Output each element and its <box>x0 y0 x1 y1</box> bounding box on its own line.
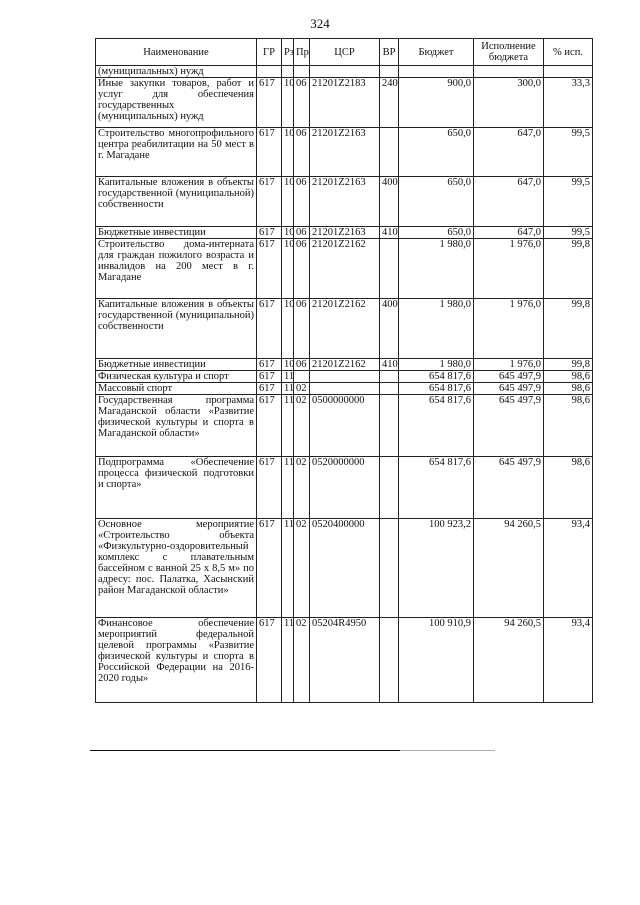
vr-cell: 410 <box>380 359 399 371</box>
budget-cell: 1 980,0 <box>399 359 474 371</box>
header-gr: ГР <box>257 39 282 66</box>
name-cell: Строительство дома-интерната для граждан пожилого возраста и инвалидов на 200 мест в г. Магадане <box>96 239 257 299</box>
table-row <box>96 177 593 227</box>
budget-table <box>95 38 593 703</box>
name-cell: Бюджетные инвестиции <box>96 359 257 371</box>
gr-cell <box>257 66 282 78</box>
vr-cell: 410 <box>380 227 399 239</box>
percent-cell: 99,5 <box>544 177 593 227</box>
name-cell: Основное мероприятие «Строительство объекта «Физкультурно-оздоровительный комплекс с плавательным бассейном с ванной 25 х 8,5 м» по адресу: пос. Палатка, Хасынский район Магаданской области» <box>96 519 257 618</box>
name-cell: Иные закупки товаров, работ и услуг для обеспечения государственных (муниципальных) нужд <box>96 78 257 128</box>
vr-cell <box>380 457 399 519</box>
rz-cell: 11 <box>282 383 294 395</box>
table-row <box>96 359 593 371</box>
vr-cell <box>380 371 399 383</box>
rz-cell: 10 <box>282 239 294 299</box>
pr-cell: 06 <box>294 78 310 128</box>
pr-cell: 06 <box>294 359 310 371</box>
csr-cell: 21201Z2162 <box>310 359 380 371</box>
csr-cell: 0520400000 <box>310 519 380 618</box>
rz-cell: 10 <box>282 78 294 128</box>
pr-cell <box>294 371 310 383</box>
header-name: Наименование <box>96 39 257 66</box>
rz-cell: 11 <box>282 618 294 703</box>
pr-cell: 06 <box>294 239 310 299</box>
name-cell: Государственная программа Магаданской области «Развитие физической культуры и спорта в Магаданской области» <box>96 395 257 457</box>
execution-cell <box>474 66 544 78</box>
execution-cell: 1 976,0 <box>474 359 544 371</box>
vr-cell <box>380 383 399 395</box>
budget-cell: 654 817,6 <box>399 457 474 519</box>
budget-cell: 900,0 <box>399 78 474 128</box>
budget-cell: 650,0 <box>399 128 474 177</box>
name-cell: Капитальные вложения в объекты государственной (муниципальной) собственности <box>96 299 257 359</box>
budget-cell: 100 923,2 <box>399 519 474 618</box>
budget-cell: 1 980,0 <box>399 299 474 359</box>
gr-cell: 617 <box>257 395 282 457</box>
gr-cell: 617 <box>257 128 282 177</box>
pr-cell: 02 <box>294 395 310 457</box>
csr-cell <box>310 383 380 395</box>
budget-cell: 650,0 <box>399 227 474 239</box>
gr-cell: 617 <box>257 371 282 383</box>
pr-cell: 06 <box>294 227 310 239</box>
gr-cell: 617 <box>257 78 282 128</box>
rz-cell: 11 <box>282 395 294 457</box>
name-cell: Строительство многопрофильного центра реабилитации на 50 мест в г. Магадане <box>96 128 257 177</box>
header-row <box>96 39 593 66</box>
percent-cell: 93,4 <box>544 519 593 618</box>
execution-cell: 300,0 <box>474 78 544 128</box>
execution-cell: 645 497,9 <box>474 383 544 395</box>
rz-cell: 10 <box>282 299 294 359</box>
header-csr: ЦСР <box>310 39 380 66</box>
rz-cell: 10 <box>282 128 294 177</box>
execution-cell: 647,0 <box>474 128 544 177</box>
rz-cell: 10 <box>282 359 294 371</box>
csr-cell: 21201Z2162 <box>310 239 380 299</box>
execution-cell: 94 260,5 <box>474 618 544 703</box>
execution-cell: 647,0 <box>474 227 544 239</box>
percent-cell: 98,6 <box>544 457 593 519</box>
pr-cell: 06 <box>294 177 310 227</box>
budget-cell: 654 817,6 <box>399 395 474 457</box>
pr-cell: 02 <box>294 618 310 703</box>
page-number: 324 <box>310 16 330 31</box>
budget-cell: 650,0 <box>399 177 474 227</box>
csr-cell <box>310 66 380 78</box>
header-pr: Пр <box>294 39 310 66</box>
name-cell: Подпрограмма «Обеспечение процесса физической подготовки и спорта» <box>96 457 257 519</box>
rz-cell: 11 <box>282 519 294 618</box>
gr-cell: 617 <box>257 457 282 519</box>
percent-cell: 99,8 <box>544 359 593 371</box>
percent-cell: 99,5 <box>544 227 593 239</box>
table-row <box>96 618 593 703</box>
vr-cell <box>380 519 399 618</box>
budget-cell <box>399 66 474 78</box>
csr-cell: 21201Z2163 <box>310 177 380 227</box>
bottom-rule <box>90 750 400 751</box>
percent-cell <box>544 66 593 78</box>
name-cell: Бюджетные инвестиции <box>96 227 257 239</box>
pr-cell: 02 <box>294 457 310 519</box>
vr-cell: 400 <box>380 299 399 359</box>
table-row <box>96 78 593 128</box>
percent-cell: 93,4 <box>544 618 593 703</box>
name-cell: Физическая культура и спорт <box>96 371 257 383</box>
budget-cell: 654 817,6 <box>399 371 474 383</box>
csr-cell: 21201Z2163 <box>310 227 380 239</box>
name-cell: Капитальные вложения в объекты государственной (муниципальной) собственности <box>96 177 257 227</box>
gr-cell: 617 <box>257 239 282 299</box>
percent-cell: 99,8 <box>544 239 593 299</box>
execution-cell: 1 976,0 <box>474 239 544 299</box>
header-budget: Бюджет <box>399 39 474 66</box>
vr-cell: 400 <box>380 177 399 227</box>
gr-cell: 617 <box>257 227 282 239</box>
vr-cell <box>380 395 399 457</box>
gr-cell: 617 <box>257 177 282 227</box>
table-row <box>96 519 593 618</box>
header-vr: ВР <box>380 39 399 66</box>
execution-cell: 94 260,5 <box>474 519 544 618</box>
csr-cell: 0520000000 <box>310 457 380 519</box>
percent-cell: 99,5 <box>544 128 593 177</box>
execution-cell: 645 497,9 <box>474 395 544 457</box>
rz-cell <box>282 66 294 78</box>
csr-cell: 21201Z2162 <box>310 299 380 359</box>
table-row <box>96 299 593 359</box>
gr-cell: 617 <box>257 359 282 371</box>
rz-cell: 11 <box>282 371 294 383</box>
table-row <box>96 128 593 177</box>
csr-cell: 0500000000 <box>310 395 380 457</box>
header-execution: Исполнение бюджета <box>474 39 544 66</box>
vr-cell <box>380 618 399 703</box>
percent-cell: 98,6 <box>544 383 593 395</box>
execution-cell: 645 497,9 <box>474 371 544 383</box>
name-cell: (муниципальных) нужд <box>96 66 257 78</box>
vr-cell <box>380 128 399 177</box>
vr-cell <box>380 239 399 299</box>
gr-cell: 617 <box>257 299 282 359</box>
table-row <box>96 457 593 519</box>
budget-cell: 654 817,6 <box>399 383 474 395</box>
percent-cell: 99,8 <box>544 299 593 359</box>
table-row <box>96 371 593 383</box>
table-row <box>96 227 593 239</box>
pr-cell: 02 <box>294 519 310 618</box>
rz-cell: 10 <box>282 177 294 227</box>
execution-cell: 647,0 <box>474 177 544 227</box>
execution-cell: 645 497,9 <box>474 457 544 519</box>
pr-cell: 06 <box>294 128 310 177</box>
rz-cell: 10 <box>282 227 294 239</box>
vr-cell <box>380 66 399 78</box>
table-row <box>96 383 593 395</box>
budget-cell: 100 910,9 <box>399 618 474 703</box>
csr-cell <box>310 371 380 383</box>
pr-cell: 02 <box>294 383 310 395</box>
table-row <box>96 239 593 299</box>
table-row <box>96 66 593 78</box>
pr-cell: 06 <box>294 299 310 359</box>
header-percent: % исп. <box>544 39 593 66</box>
csr-cell: 21201Z2163 <box>310 128 380 177</box>
pr-cell <box>294 66 310 78</box>
execution-cell: 1 976,0 <box>474 299 544 359</box>
header-rz: Рз <box>282 39 294 66</box>
percent-cell: 33,3 <box>544 78 593 128</box>
percent-cell: 98,6 <box>544 371 593 383</box>
csr-cell: 21201Z2183 <box>310 78 380 128</box>
bottom-rule-faint <box>400 750 495 751</box>
budget-cell: 1 980,0 <box>399 239 474 299</box>
percent-cell: 98,6 <box>544 395 593 457</box>
gr-cell: 617 <box>257 519 282 618</box>
rz-cell: 11 <box>282 457 294 519</box>
gr-cell: 617 <box>257 618 282 703</box>
vr-cell: 240 <box>380 78 399 128</box>
gr-cell: 617 <box>257 383 282 395</box>
table-row <box>96 395 593 457</box>
name-cell: Финансовое обеспечение мероприятий федеральной целевой программы «Развитие физической культуры и спорта в Российской Федерации на 2016-2020 годы» <box>96 618 257 703</box>
csr-cell: 05204R4950 <box>310 618 380 703</box>
name-cell: Массовый спорт <box>96 383 257 395</box>
